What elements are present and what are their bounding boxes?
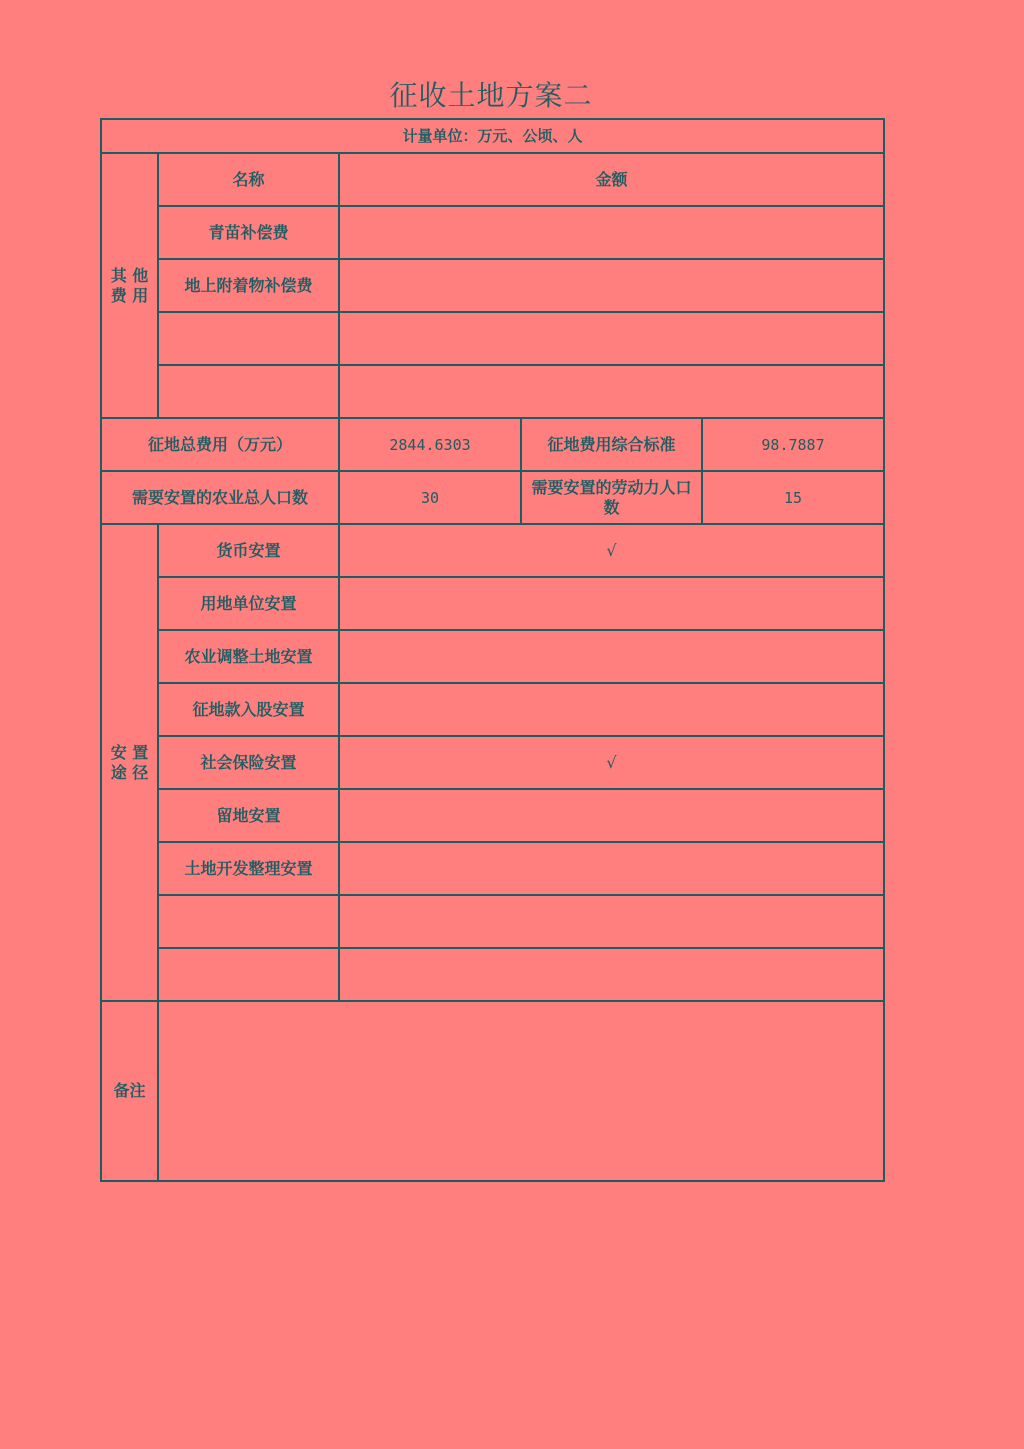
fee-amount (339, 206, 884, 259)
resettlement-group-label-line1: 安 置 (110, 742, 149, 762)
resettlement-row (101, 789, 884, 842)
other-fees-group-label-line2: 费 用 (110, 285, 149, 305)
checkmark (339, 842, 884, 895)
resettlement-name (158, 948, 339, 1001)
resettlement-group-label-line2: 途 径 (110, 762, 149, 782)
resettlement-row (101, 577, 884, 630)
total-cost-value: 2844.6303 (339, 418, 521, 471)
checkmark (339, 630, 884, 683)
population-row (101, 471, 884, 524)
resettlement-row (101, 842, 884, 895)
remarks-label: 备注 (101, 1001, 158, 1181)
remarks-content (158, 1001, 884, 1181)
unit-row (101, 119, 884, 153)
population-label: 需要安置的农业总人口数 (101, 471, 339, 524)
population-value: 30 (339, 471, 521, 524)
fee-amount (339, 365, 884, 418)
standard-label: 征地费用综合标准 (521, 418, 702, 471)
resettlement-name: 货币安置 (158, 524, 339, 577)
labor-label: 需要安置的劳动力人口数 (521, 471, 702, 524)
amount-column-header: 金额 (339, 153, 884, 206)
resettlement-name: 征地款入股安置 (158, 683, 339, 736)
fee-row (101, 259, 884, 312)
labor-value: 15 (702, 471, 884, 524)
resettlement-name: 用地单位安置 (158, 577, 339, 630)
resettlement-name (158, 895, 339, 948)
checkmark (339, 577, 884, 630)
fee-amount (339, 259, 884, 312)
fee-name (158, 365, 339, 418)
resettlement-name: 农业调整土地安置 (158, 630, 339, 683)
resettlement-row (101, 683, 884, 736)
checkmark: √ (339, 736, 884, 789)
other-fees-header-row (101, 153, 884, 206)
checkmark (339, 789, 884, 842)
standard-value: 98.7887 (702, 418, 884, 471)
fee-name (158, 312, 339, 365)
total-cost-label: 征地总费用（万元） (101, 418, 339, 471)
fee-row (101, 206, 884, 259)
total-cost-row (101, 418, 884, 471)
resettlement-name: 土地开发整理安置 (158, 842, 339, 895)
page-title: 征收土地方案二 (389, 79, 593, 112)
fee-row (101, 312, 884, 365)
unit-label: 计量单位：万元、公顷、人 (101, 119, 884, 153)
other-fees-group-label (101, 153, 158, 418)
checkmark (339, 683, 884, 736)
remarks-row (101, 1001, 884, 1181)
resettlement-row (101, 895, 884, 948)
fee-name: 青苗补偿费 (158, 206, 339, 259)
resettlement-row (101, 948, 884, 1001)
checkmark (339, 948, 884, 1001)
resettlement-row (101, 630, 884, 683)
checkmark (339, 895, 884, 948)
fee-amount (339, 312, 884, 365)
fee-name: 地上附着物补偿费 (158, 259, 339, 312)
name-column-header: 名称 (158, 153, 339, 206)
fee-row (101, 365, 884, 418)
checkmark: √ (339, 524, 884, 577)
resettlement-name: 留地安置 (158, 789, 339, 842)
land-acquisition-form (100, 118, 885, 1182)
resettlement-group-label (101, 524, 158, 1001)
resettlement-row (101, 524, 884, 577)
resettlement-name: 社会保险安置 (158, 736, 339, 789)
resettlement-row (101, 736, 884, 789)
other-fees-group-label-line1: 其 他 (110, 265, 149, 285)
